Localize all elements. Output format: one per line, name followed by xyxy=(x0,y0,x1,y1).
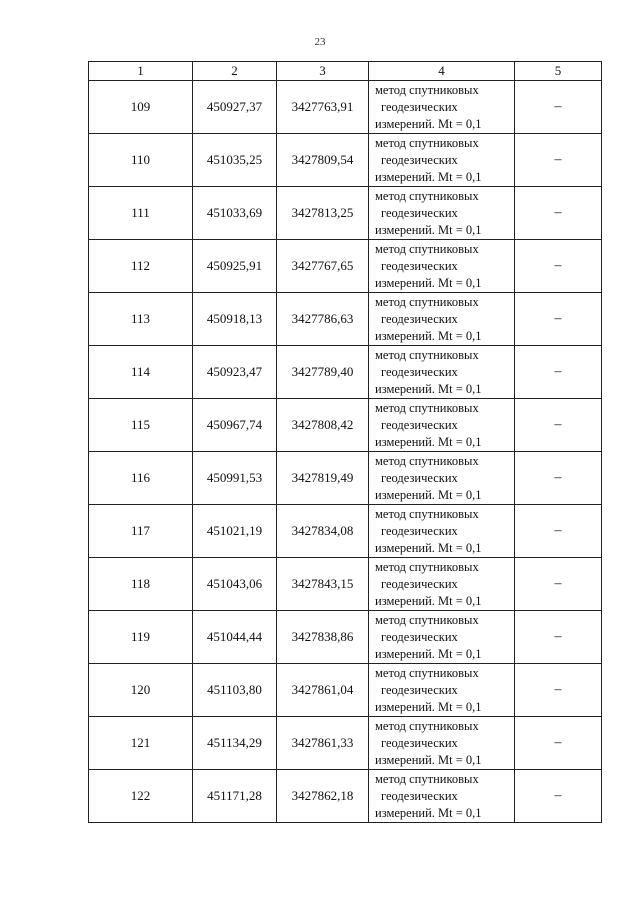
column-header-1: 1 xyxy=(89,62,193,81)
point-number-cell: 122 xyxy=(89,770,193,823)
method-cell xyxy=(369,611,515,664)
method-cell xyxy=(369,505,515,558)
method-line: измерений. Mt = 0,1 xyxy=(375,487,482,502)
x-coordinate-cell: 450918,13 xyxy=(193,293,277,346)
method-line: метод спутниковых xyxy=(375,665,479,680)
point-number-cell: 114 xyxy=(89,346,193,399)
note-cell: – xyxy=(515,717,602,770)
method-line: метод спутниковых xyxy=(375,612,479,627)
y-coordinate-cell: 3427809,54 xyxy=(277,134,369,187)
x-coordinate-cell: 451134,29 xyxy=(193,717,277,770)
note-cell: – xyxy=(515,399,602,452)
x-coordinate-cell: 451171,28 xyxy=(193,770,277,823)
note-cell: – xyxy=(515,452,602,505)
x-coordinate-cell: 450923,47 xyxy=(193,346,277,399)
method-cell xyxy=(369,452,515,505)
y-coordinate-cell: 3427819,49 xyxy=(277,452,369,505)
method-cell xyxy=(369,293,515,346)
table-row xyxy=(89,399,602,452)
point-number-cell: 115 xyxy=(89,399,193,452)
note-cell: – xyxy=(515,664,602,717)
note-cell: – xyxy=(515,611,602,664)
coordinates-table xyxy=(88,61,602,823)
method-line: геодезических xyxy=(381,682,458,697)
method-line: геодезических xyxy=(381,99,458,114)
x-coordinate-cell: 450927,37 xyxy=(193,81,277,134)
note-cell: – xyxy=(515,240,602,293)
method-line: метод спутниковых xyxy=(375,294,479,309)
method-line: измерений. Mt = 0,1 xyxy=(375,116,482,131)
method-line: измерений. Mt = 0,1 xyxy=(375,169,482,184)
method-line: метод спутниковых xyxy=(375,82,479,97)
method-line: метод спутниковых xyxy=(375,135,479,150)
method-cell xyxy=(369,399,515,452)
method-line: измерений. Mt = 0,1 xyxy=(375,805,482,820)
method-line: измерений. Mt = 0,1 xyxy=(375,540,482,555)
note-cell: – xyxy=(515,134,602,187)
x-coordinate-cell: 450991,53 xyxy=(193,452,277,505)
method-line: метод спутниковых xyxy=(375,559,479,574)
table-header-row xyxy=(89,62,602,81)
method-line: геодезических xyxy=(381,258,458,273)
table-body xyxy=(89,81,602,823)
method-cell xyxy=(369,664,515,717)
method-line: геодезических xyxy=(381,629,458,644)
method-line: метод спутниковых xyxy=(375,347,479,362)
method-line: метод спутниковых xyxy=(375,400,479,415)
method-line: измерений. Mt = 0,1 xyxy=(375,434,482,449)
point-number-cell: 111 xyxy=(89,187,193,240)
method-line: метод спутниковых xyxy=(375,771,479,786)
x-coordinate-cell: 451021,19 xyxy=(193,505,277,558)
x-coordinate-cell: 450967,74 xyxy=(193,399,277,452)
note-cell: – xyxy=(515,558,602,611)
x-coordinate-cell: 451103,80 xyxy=(193,664,277,717)
table-row xyxy=(89,505,602,558)
method-cell xyxy=(369,770,515,823)
y-coordinate-cell: 3427834,08 xyxy=(277,505,369,558)
y-coordinate-cell: 3427861,33 xyxy=(277,717,369,770)
point-number-cell: 116 xyxy=(89,452,193,505)
point-number-cell: 118 xyxy=(89,558,193,611)
method-cell xyxy=(369,346,515,399)
y-coordinate-cell: 3427838,86 xyxy=(277,611,369,664)
method-line: геодезических xyxy=(381,470,458,485)
method-line: геодезических xyxy=(381,576,458,591)
method-line: метод спутниковых xyxy=(375,188,479,203)
column-header-4: 4 xyxy=(369,62,515,81)
method-line: метод спутниковых xyxy=(375,453,479,468)
point-number-cell: 112 xyxy=(89,240,193,293)
note-cell: – xyxy=(515,346,602,399)
method-line: геодезических xyxy=(381,311,458,326)
note-cell: – xyxy=(515,187,602,240)
x-coordinate-cell: 451035,25 xyxy=(193,134,277,187)
table-row xyxy=(89,187,602,240)
method-cell xyxy=(369,558,515,611)
point-number-cell: 117 xyxy=(89,505,193,558)
method-cell xyxy=(369,717,515,770)
note-cell: – xyxy=(515,81,602,134)
method-cell xyxy=(369,134,515,187)
column-header-3: 3 xyxy=(277,62,369,81)
x-coordinate-cell: 451044,44 xyxy=(193,611,277,664)
note-cell: – xyxy=(515,293,602,346)
method-cell xyxy=(369,81,515,134)
y-coordinate-cell: 3427808,42 xyxy=(277,399,369,452)
method-cell xyxy=(369,187,515,240)
method-line: измерений. Mt = 0,1 xyxy=(375,328,482,343)
point-number-cell: 120 xyxy=(89,664,193,717)
note-cell: – xyxy=(515,505,602,558)
method-line: геодезических xyxy=(381,152,458,167)
table-row xyxy=(89,717,602,770)
method-line: измерений. Mt = 0,1 xyxy=(375,646,482,661)
point-number-cell: 113 xyxy=(89,293,193,346)
method-line: измерений. Mt = 0,1 xyxy=(375,593,482,608)
y-coordinate-cell: 3427813,25 xyxy=(277,187,369,240)
method-line: геодезических xyxy=(381,735,458,750)
method-line: измерений. Mt = 0,1 xyxy=(375,752,482,767)
method-line: метод спутниковых xyxy=(375,241,479,256)
y-coordinate-cell: 3427789,40 xyxy=(277,346,369,399)
method-line: геодезических xyxy=(381,205,458,220)
method-line: измерений. Mt = 0,1 xyxy=(375,222,482,237)
note-cell: – xyxy=(515,770,602,823)
point-number-cell: 119 xyxy=(89,611,193,664)
method-line: измерений. Mt = 0,1 xyxy=(375,381,482,396)
method-line: метод спутниковых xyxy=(375,718,479,733)
page-number: 23 xyxy=(314,36,326,48)
method-line: измерений. Mt = 0,1 xyxy=(375,699,482,714)
x-coordinate-cell: 451033,69 xyxy=(193,187,277,240)
y-coordinate-cell: 3427843,15 xyxy=(277,558,369,611)
column-header-5: 5 xyxy=(515,62,602,81)
table-row xyxy=(89,611,602,664)
point-number-cell: 109 xyxy=(89,81,193,134)
column-header-2: 2 xyxy=(193,62,277,81)
x-coordinate-cell: 450925,91 xyxy=(193,240,277,293)
table-row xyxy=(89,293,602,346)
table-row xyxy=(89,240,602,293)
x-coordinate-cell: 451043,06 xyxy=(193,558,277,611)
method-line: геодезических xyxy=(381,417,458,432)
table-row xyxy=(89,770,602,823)
y-coordinate-cell: 3427763,91 xyxy=(277,81,369,134)
table-row xyxy=(89,81,602,134)
method-line: геодезических xyxy=(381,523,458,538)
y-coordinate-cell: 3427786,63 xyxy=(277,293,369,346)
method-line: метод спутниковых xyxy=(375,506,479,521)
method-line: геодезических xyxy=(381,788,458,803)
method-line: геодезических xyxy=(381,364,458,379)
table-row xyxy=(89,452,602,505)
point-number-cell: 121 xyxy=(89,717,193,770)
y-coordinate-cell: 3427861,04 xyxy=(277,664,369,717)
table-row xyxy=(89,664,602,717)
table-row xyxy=(89,346,602,399)
method-cell xyxy=(369,240,515,293)
table-row xyxy=(89,558,602,611)
point-number-cell: 110 xyxy=(89,134,193,187)
y-coordinate-cell: 3427862,18 xyxy=(277,770,369,823)
y-coordinate-cell: 3427767,65 xyxy=(277,240,369,293)
method-line: измерений. Mt = 0,1 xyxy=(375,275,482,290)
table-row xyxy=(89,134,602,187)
